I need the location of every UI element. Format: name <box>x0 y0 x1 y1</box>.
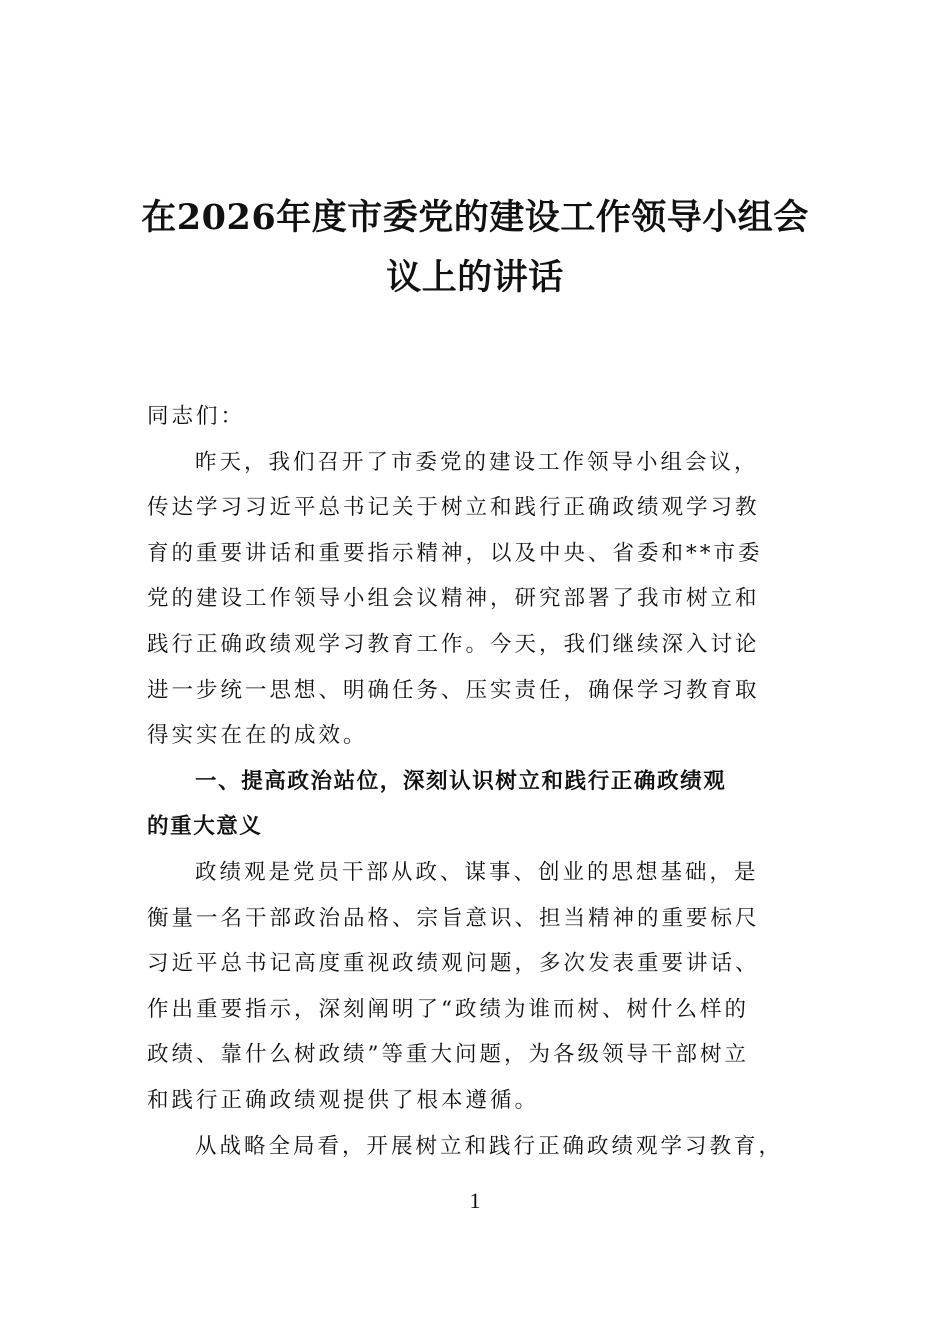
paragraph-line: 育的重要讲话和重要指示精神，以及中央、省委和**市委 <box>147 540 763 566</box>
paragraph-line: 作出重要指示，深刻阐明了“政绩为谁而树、树什么样的 <box>147 996 749 1022</box>
paragraph-line: 从战略全局看，开展树立和践行正确政绩观学习教育， <box>195 1133 784 1159</box>
paragraph-line: 习近平总书记高度重视政绩观问题，多次发表重要讲话、 <box>147 951 760 977</box>
title-line: 在2026年度市委党的建设工作领导小组会 <box>141 197 809 238</box>
paragraph-line: 衡量一名干部政治品格、宗旨意识、担当精神的重要标尺 <box>147 905 760 931</box>
paragraph-line: 和践行正确政绩观提供了根本遵循。 <box>147 1087 540 1113</box>
paragraph-line: 政绩、靠什么树政绩”等重大问题，为各级领导干部树立 <box>147 1042 749 1068</box>
paragraph-line: 践行正确政绩观学习教育工作。今天，我们继续深入讨论 <box>147 631 760 657</box>
paragraph-line: 传达学习习近平总书记关于树立和践行正确政绩观学习教 <box>147 495 760 521</box>
paragraph-line: 昨天，我们召开了市委党的建设工作领导小组会议， <box>195 449 759 475</box>
paragraph-line: 得实实在在的成效。 <box>147 723 368 749</box>
section-heading: 的重大意义 <box>147 814 263 840</box>
paragraph-line: 党的建设工作领导小组会议精神，研究部署了我市树立和 <box>147 586 760 612</box>
document-body <box>147 394 807 1169</box>
paragraph-line: 政绩观是党员干部从政、谋事、创业的思想基础，是 <box>195 859 759 885</box>
document-title <box>120 188 830 308</box>
salutation: 同志们： <box>147 404 246 429</box>
page-number: 1 <box>469 1188 481 1213</box>
title-line: 议上的讲话 <box>386 257 564 298</box>
section-heading: 一、提高政治站位，深刻认识树立和践行正确政绩观 <box>195 768 727 794</box>
paragraph-line: 进一步统一思想、明确任务、压实责任，确保学习教育取 <box>147 677 760 703</box>
